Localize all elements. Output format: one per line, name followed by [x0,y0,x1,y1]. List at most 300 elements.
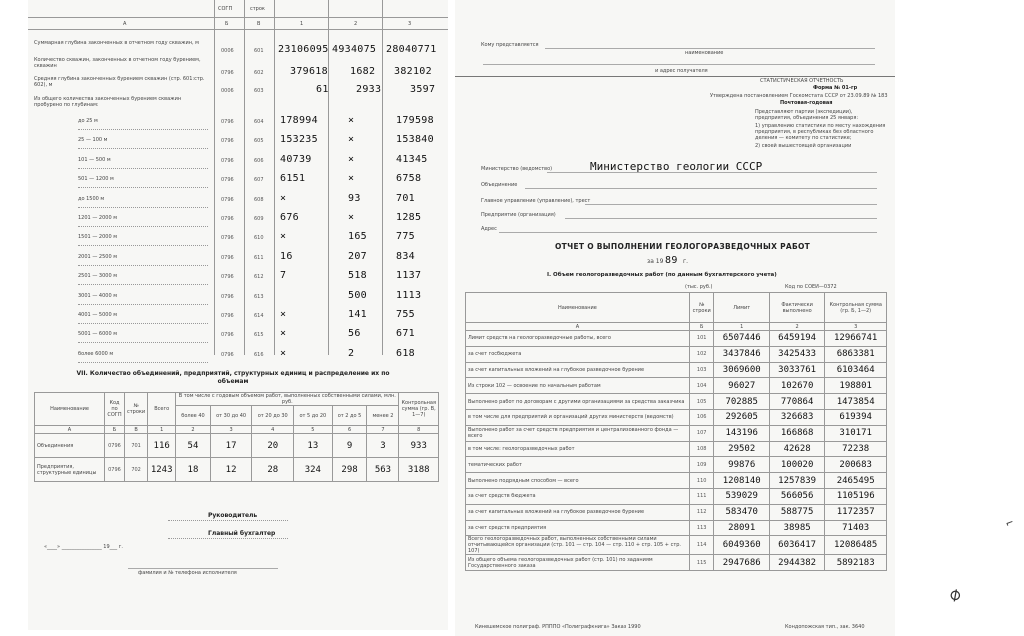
depth-row-label: 1201 — 2000 м [78,215,117,221]
s7-row-num: 702 [125,458,148,482]
depth-row-divider [78,304,208,305]
s1-head-limit: Лимит [714,293,769,323]
col-letter-v: В [257,21,261,27]
s7-letter: 4 [252,426,294,434]
s1-row-label: за счет капитальных вложений на глубокое разведочное бурение [466,362,690,378]
depth-row-v2: × [348,173,355,184]
s1-row-label: за счет госбюджета [466,346,690,362]
depth-row-label: 5001 — 6000 м [78,331,117,337]
s7-head-num: № строки [125,393,148,426]
depth-row-v3: 1285 [396,212,422,223]
col-letter-b: Б [225,21,229,27]
row-num-603: 603 [254,88,264,94]
depth-row-code: 0796 [221,235,234,241]
depth-row-v2: × [348,115,355,126]
s7-letter: 3 [210,426,252,434]
row-v1-602: 379618 [290,66,328,77]
year-suffix: г. [683,258,689,265]
s7-cell: 298 [332,458,367,482]
s1-row-num: 114 [689,536,714,555]
head-label: Руководитель [208,512,258,519]
s1-row-num: 112 [689,504,714,520]
s7-cell: 12 [210,458,252,482]
s7-range-5: от 2 до 5 [332,406,367,426]
s1-row-control: 1105196 [825,488,887,504]
depth-row-code: 0796 [221,313,234,319]
s1-row-label: Из строки 102 — освоение по начальным работам [466,378,690,394]
depth-row-v2: 93 [348,193,361,204]
s1-row-actual: 100020 [769,457,824,473]
depth-row-v1: × [280,193,287,204]
s1-row-num: 109 [689,457,714,473]
s7-letter: В [125,426,148,434]
depth-row-v2: × [348,212,355,223]
header-separator [455,76,895,77]
address-caption: и адрес получателя [655,68,708,74]
s1-row-label: за счет средств бюджета [466,488,690,504]
submit-item-2: 2) своей вышестоящей организации [755,143,852,149]
s1-letter: 1 [714,323,769,331]
s7-cell: 28 [252,458,294,482]
association-label: Объединение [481,182,518,188]
section-7-title: VII. Количество объединений, предприятий, структурных единиц и распределение их по объемам [76,370,390,385]
depth-row-code: 0796 [221,216,234,222]
s7-cell: 3 [367,434,399,458]
s1-row-limit: 96027 [714,378,769,394]
depth-row-v3: 701 [396,193,415,204]
s1-row-num: 106 [689,409,714,425]
depth-row-divider [78,129,208,130]
table-row [466,346,887,362]
row-label-603: Средняя глубина законченных бурением скважин (стр. 601:стр. 602), м [34,76,205,88]
depth-row-code: 0796 [221,294,234,300]
s7-row-code: 0796 [105,434,125,458]
s1-row-actual: 2944382 [769,555,824,571]
s1-row-control: 2465495 [825,473,887,489]
s1-row-num: 107 [689,425,714,441]
table-row [466,457,887,473]
s7-cell: 116 [148,434,176,458]
depth-row-v3: 834 [396,251,415,262]
depth-row-label: до 1500 м [78,196,105,202]
table-row [466,473,887,489]
s1-row-num: 110 [689,473,714,489]
table-row [466,488,887,504]
s1-row-label: Из общего объема геологоразведочных работ (стр. 101) по заданиям Государственного заказа [466,555,690,571]
report-title: ОТЧЕТ О ВЫПОЛНЕНИИ ГЕОЛОГОРАЗВЕДОЧНЫХ РАБОТ [555,242,811,251]
s1-row-actual: 3033761 [769,362,824,378]
table-row [35,458,439,482]
s1-row-limit: 583470 [714,504,769,520]
head-signature-line [168,520,288,521]
depth-row-v3: 153840 [396,134,434,145]
s1-row-limit: 1208140 [714,473,769,489]
depth-row-v2: 2 [348,348,355,359]
depth-row-code: 0796 [221,332,234,338]
row-v3-602: 382102 [394,66,432,77]
depth-row-divider [78,187,208,188]
margin-mark: ⌀ [944,583,966,608]
s7-letter: 6 [332,426,367,434]
section-7-table [34,392,439,482]
s1-row-actual: 42628 [769,441,824,457]
depth-row-code: 0796 [221,255,234,261]
depth-row-v3: 775 [396,231,415,242]
footer-right: Кондопожская тип., зак. 3640 [785,624,865,630]
s1-row-num: 103 [689,362,714,378]
depth-row-num: 616 [254,352,264,358]
depth-row-code: 0796 [221,138,234,144]
s1-row-label: тематических работ [466,457,690,473]
s1-row-limit: 29502 [714,441,769,457]
table-row [466,425,887,441]
s1-row-control: 6103464 [825,362,887,378]
depth-row-v1: 178994 [280,115,318,126]
s1-row-actual: 102670 [769,378,824,394]
depth-row-label: 501 — 1200 м [78,176,114,182]
depth-intro: Из общего количества законченных бурением скважин пробурено по глубинам: [34,96,182,108]
depth-row-num: 613 [254,294,264,300]
header-fragment-num: строк [250,6,265,12]
s7-cell: 9 [332,434,367,458]
year-value: 89 [665,255,678,266]
header-fragment-code: СОГП [218,6,233,12]
s7-letter: 5 [294,426,333,434]
s1-head-name: Наименование [466,293,690,323]
row-label-601: Суммарная глубина законченных в отчетном году скважин, м [34,40,199,46]
approved-note: Утверждена постановлением Госкомстата СССР от 23.09.89 № 183 [710,93,888,99]
s7-head-control: Контрольная сумма (гр. В, 1—7) [399,393,439,426]
depth-row-label: 2001 — 2500 м [78,254,117,260]
depth-row-divider [78,245,208,246]
row-v2-601: 4934075 [332,44,377,55]
depth-row-code: 0796 [221,177,234,183]
s7-cell: 3188 [399,458,439,482]
col-line [274,0,275,355]
ministry-label: Министерство (ведомство) [481,166,553,172]
table-row [466,409,887,425]
s1-row-label: Выполнено подрядным способом — всего [466,473,690,489]
s1-letter: 2 [769,323,824,331]
s7-range-1: более 40 [176,406,211,426]
depth-row-num: 609 [254,216,264,222]
depth-row-divider [78,265,208,266]
depth-row-v3: 1113 [396,290,422,301]
depth-row-divider [78,168,208,169]
address-line [483,64,875,65]
s1-row-label: в том числе для предприятий и организаций других министерств (ведомств) [466,409,690,425]
s7-cell: 20 [252,434,294,458]
depth-row-v1: × [280,348,287,359]
depth-row-v2: 518 [348,270,367,281]
depth-row-v3: 6758 [396,173,422,184]
depth-row-divider [78,323,208,324]
s1-row-control: 12086485 [825,536,887,555]
table-row [466,536,887,555]
depth-row-label: 3001 — 4000 м [78,293,117,299]
submit-text: Представляют партии (экспедиции), предприятия, объединения 25 января: [755,109,859,121]
units-label: (тыс. руб.) [685,284,713,290]
footer-left: Кинешемское полиграф. РПППО «Полиграфкнига» Заказ 1990 [475,624,641,630]
s1-row-limit: 6049360 [714,536,769,555]
depth-row-num: 608 [254,197,264,203]
depth-row-label: более 6000 м [78,351,114,357]
s1-row-control: 1172357 [825,504,887,520]
depth-row-num: 615 [254,332,264,338]
depth-row-v2: 500 [348,290,367,301]
col-line [244,0,245,355]
s1-row-control: 71403 [825,520,887,536]
table-row [466,441,887,457]
address-field-line [499,232,877,233]
s1-row-control: 12966741 [825,331,887,347]
depth-row-divider [78,362,208,363]
depth-row-code: 0796 [221,158,234,164]
s1-row-actual: 566056 [769,488,824,504]
s1-row-limit: 28091 [714,520,769,536]
depth-row-num: 610 [254,235,264,241]
table-row [466,504,887,520]
s1-row-num: 108 [689,441,714,457]
left-page [28,0,448,630]
to-whom-label: Кому представляется [481,42,539,48]
s7-cell: 1243 [148,458,176,482]
s7-row-code: 0796 [105,458,125,482]
s1-row-num: 113 [689,520,714,536]
depth-row-v1: 153235 [280,134,318,145]
depth-row-v3: 41345 [396,154,428,165]
col-line [214,0,215,355]
s7-cell: 563 [367,458,399,482]
depth-row-label: 1501 — 2000 м [78,234,117,240]
depth-row-v2: 165 [348,231,367,242]
s7-letter: 8 [399,426,439,434]
depth-row-label: 4001 — 5000 м [78,312,117,318]
depth-row-label: 101 — 500 м [78,157,111,163]
s7-head-name: Наименование [35,393,105,426]
depth-row-code: 0796 [221,274,234,280]
s1-row-control: 1473854 [825,394,887,410]
s7-row-num: 701 [125,434,148,458]
depth-row-v3: 179598 [396,115,434,126]
association-line [525,188,877,189]
submit-item-1: 1) управлению статистики по месту нахождения предприятия, в республиках без областного деления — комитету по статистике; [755,123,886,141]
col-letter-3: 3 [408,21,412,27]
s1-head-control: Контрольная сумма (гр. Б, 1—2) [825,293,887,323]
depth-row-v2: 141 [348,309,367,320]
s1-row-num: 104 [689,378,714,394]
s1-row-label: за счет средств предприятия [466,520,690,536]
depth-row-num: 604 [254,119,264,125]
year-prefix: за 19 [647,258,664,265]
s7-cell: 54 [176,434,211,458]
depth-row-v3: 1137 [396,270,422,281]
depth-row-num: 606 [254,158,264,164]
depth-row-num: 612 [254,274,264,280]
s7-range-6: менее 2 [367,406,399,426]
depth-row-v1: 16 [280,251,293,262]
s7-range-3: от 20 до 30 [252,406,294,426]
s7-letter: Б [105,426,125,434]
depth-row-label: 2501 — 3000 м [78,273,117,279]
depth-row-code: 0796 [221,197,234,203]
col-letter-1: 1 [300,21,304,27]
s1-row-control: 72238 [825,441,887,457]
s1-row-label: Выполнено работ за счет средств предприятия и централизованного фонда — всего [466,425,690,441]
depth-row-v2: 207 [348,251,367,262]
s1-row-limit: 6507446 [714,331,769,347]
depth-row-label: до 25 м [78,118,98,124]
s7-head-total: Всего [148,393,176,426]
s1-row-limit: 2947686 [714,555,769,571]
s1-row-actual: 6036417 [769,536,824,555]
depth-row-code: 0796 [221,119,234,125]
depth-row-v1: 6151 [280,173,306,184]
depth-row-v2: × [348,154,355,165]
s7-cell: 13 [294,434,333,458]
s7-row-label: Предприятия, структурные единицы [35,458,105,482]
s1-row-actual: 166868 [769,425,824,441]
s1-row-control: 200683 [825,457,887,473]
depth-row-num: 605 [254,138,264,144]
s1-row-actual: 3425433 [769,346,824,362]
gu-line [585,204,877,205]
s7-cell: 933 [399,434,439,458]
s1-row-control: 619394 [825,409,887,425]
section-1-table [465,292,887,571]
accountant-signature-line [168,538,288,539]
enterprise-label: Предприятие (организация) [481,212,556,218]
s7-range-4: от 5 до 20 [294,406,333,426]
depth-row-v1: × [280,309,287,320]
s1-row-actual: 38985 [769,520,824,536]
okei-code: Код по СОЕИ—0372 [785,284,837,290]
s1-letter: Б [689,323,714,331]
margin-mark-small: ⌐ [1003,515,1016,531]
depth-row-v1: 676 [280,212,299,223]
s1-row-actual: 1257839 [769,473,824,489]
s1-row-limit: 3069600 [714,362,769,378]
name-caption: наименование [685,50,724,56]
s1-row-actual: 326683 [769,409,824,425]
table-row [466,520,887,536]
depth-row-divider [78,148,208,149]
s1-row-actual: 6459194 [769,331,824,347]
row-num-602: 602 [254,70,264,76]
s1-row-limit: 292605 [714,409,769,425]
s1-row-limit: 143196 [714,425,769,441]
s1-row-num: 105 [689,394,714,410]
row-v2-602: 1682 [350,66,376,77]
row-code-602: 0796 [221,70,234,76]
s1-head-actual: Фактически выполнено [769,293,824,323]
depth-row-v3: 671 [396,328,415,339]
s1-row-limit: 539029 [714,488,769,504]
s1-row-num: 101 [689,331,714,347]
footer-note: фамилия и № телефона исполнителя [138,570,237,576]
depth-row-divider [78,284,208,285]
s1-head-num: № строки [689,293,714,323]
postal-annual: Почтовая-годовая [780,100,833,106]
row-code-601: 0006 [221,48,234,54]
s1-row-label: Выполнено работ по договорам с другими организациями за средства заказчика [466,394,690,410]
ministry-value: Министерство геологии СССР [590,160,763,173]
s7-head-code: Код по СОГП [105,393,125,426]
executor-line [128,568,278,569]
row-num-601: 601 [254,48,264,54]
right-page [455,0,895,636]
depth-row-divider [78,207,208,208]
s7-letter: 1 [148,426,176,434]
depth-row-v1: 40739 [280,154,312,165]
table-row [35,434,439,458]
s1-row-control: 198801 [825,378,887,394]
depth-row-v2: × [348,134,355,145]
depth-row-num: 611 [254,255,264,261]
enterprise-line [565,218,877,219]
s1-row-control: 6863381 [825,346,887,362]
s1-row-label: за счет капитальных вложений на глубокое разведочное бурение [466,504,690,520]
depth-row-divider [78,342,208,343]
table-row [466,362,887,378]
col-letter-a: А [123,21,127,27]
s1-body [466,331,887,571]
s1-row-label: в том числе: геологоразведочных работ [466,441,690,457]
s7-cell: 324 [294,458,333,482]
stat-report: СТАТИСТИЧЕСКАЯ ОТЧЕТНОСТЬ [760,78,844,84]
s1-row-actual: 588775 [769,504,824,520]
s1-row-limit: 99876 [714,457,769,473]
gu-label: Главное управление (управление), трест [481,198,591,204]
depth-row-v3: 618 [396,348,415,359]
s7-letter: 7 [367,426,399,434]
depth-row-v1: × [280,231,287,242]
top-header-strip [28,0,448,18]
s1-row-control: 5892183 [825,555,887,571]
s1-row-limit: 702885 [714,394,769,410]
s1-letter: 3 [825,323,887,331]
row-v1-601: 23106095 [278,44,329,55]
form-number: Форма № 01-гр [813,85,858,91]
s7-range-2: от 30 до 40 [210,406,252,426]
s1-letter: А [466,323,690,331]
row-code-603: 0006 [221,88,234,94]
row-v2-603: 2933 [356,84,382,95]
s1-row-control: 310171 [825,425,887,441]
row-label-602: Количество скважин, законченных в отчетном году бурением, скважин [34,57,201,69]
column-letters-row [28,18,448,30]
s1-row-num: 111 [689,488,714,504]
section-1-title: I. Объем геологоразведочных работ (по данным бухгалтерского учета) [547,272,777,278]
depth-row-num: 614 [254,313,264,319]
s1-row-label: Лимит средств на геологоразведочные работы, всего [466,331,690,347]
date-line: «____» ________________ 19___ г. [44,544,123,550]
s7-cell: 17 [210,434,252,458]
depth-row-v2: 56 [348,328,361,339]
s7-letter: 2 [176,426,211,434]
s7-letter: А [35,426,105,434]
depth-row-v1: 7 [280,270,287,281]
table-row [466,378,887,394]
depth-row-num: 607 [254,177,264,183]
s1-row-limit: 3437846 [714,346,769,362]
depth-row-label: 25 — 100 м [78,137,108,143]
s1-row-label: Всего геологоразведочных работ, выполненных собственными силами отчитывающейся организации (стр. 101 — стр. 104 — стр. 110 + стр. 105 + стр. 107) [466,536,690,555]
s7-head-group: В том числе с годовым объемом работ, выполненных собственными силами, млн. руб. [176,393,399,406]
row-v1-603: 61 [316,84,329,95]
s7-row-label: Объединения [35,434,105,458]
s1-row-num: 102 [689,346,714,362]
